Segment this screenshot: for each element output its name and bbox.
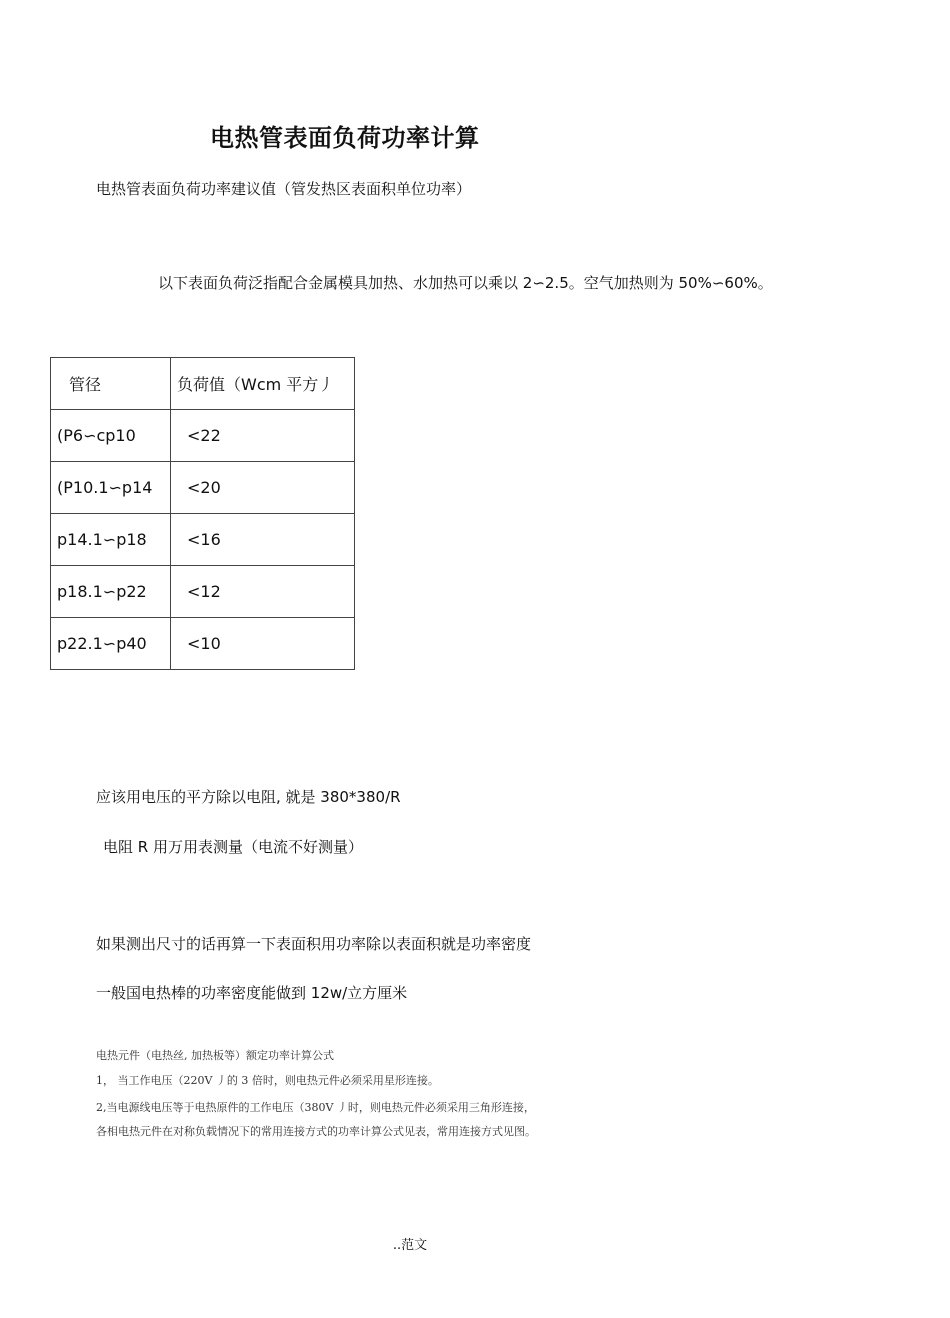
page-footer: ..范文 [392,1238,428,1253]
paragraph-power-density: 如果测出尺寸的话再算一下表面积用功率除以表面积就是功率密度 [96,935,532,953]
formula-item-3: 各相电热元件在对称负载情况下的常用连接方式的功率计算公式见表，常用连接方式见图。 [96,1125,536,1138]
table-row [51,462,355,514]
cell-load: <20 [171,462,355,514]
formula-heading: 电热元件（电热丝, 加热板等）额定功率计算公式 [96,1049,334,1062]
table-row [51,410,355,462]
formula-item-2: 2,当电源线电压等于电热原件的工作电压（380V 丿时，则电热元件必须采用三角形连接， [96,1101,535,1114]
formula-item-1: 1， 当工作电压（220V 丿的 3 倍时，则电热元件必须采用星形连接。 [96,1074,439,1087]
cell-load: <16 [171,514,355,566]
cell-load: <10 [171,618,355,670]
table-header-row [51,358,355,410]
table-row [51,618,355,670]
header-load: 负荷值（Wcm 平方丿 [171,358,355,410]
cell-load: <22 [171,410,355,462]
subtitle: 电热管表面负荷功率建议值（管发热区表面积单位功率） [96,180,472,198]
cell-load: <12 [171,566,355,618]
cell-diameter: (P6∽cp10 [51,410,171,462]
table-row [51,566,355,618]
cell-diameter: p18.1∽p22 [51,566,171,618]
page-title: 电热管表面负荷功率计算 [210,124,480,152]
cell-diameter: (P10.1∽p14 [51,462,171,514]
load-table [50,357,355,670]
load-note: 以下表面负荷泛指配合金属模具加热、水加热可以乘以 2∽2.5。空气加热则为 50%∽60%。 [158,274,773,292]
header-diameter: 管径 [51,358,171,410]
paragraph-voltage: 应该用电压的平方除以电阻, 就是 380*380/R [96,788,401,806]
cell-diameter: p22.1∽p40 [51,618,171,670]
cell-diameter: p14.1∽p18 [51,514,171,566]
paragraph-density-limit: 一般国电热棒的功率密度能做到 12w/立方厘米 [96,984,408,1002]
paragraph-resistance: 电阻 R 用万用表测量（电流不好测量） [103,838,363,856]
table-row [51,514,355,566]
